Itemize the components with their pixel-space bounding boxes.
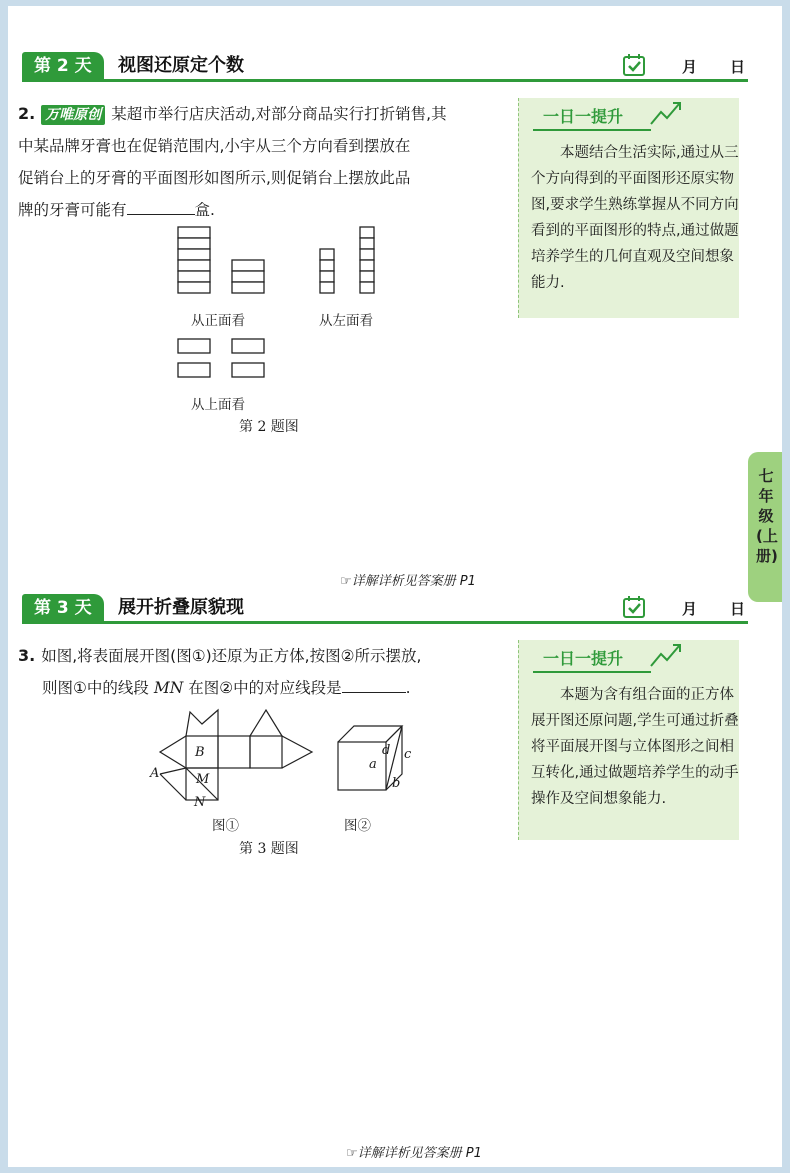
calendar-icon — [622, 53, 646, 77]
grade-tab[interactable] — [748, 452, 782, 602]
question-line: 在图②中的对应线段是 — [183, 679, 342, 697]
day-tag: 第 3 天 — [22, 594, 104, 622]
section-title: 视图还原定个数 — [118, 55, 244, 76]
tip-underline — [533, 671, 651, 673]
segment-mn: MN — [153, 679, 184, 697]
label-A: A — [150, 766, 160, 781]
top-view-caption: 从上面看 — [191, 397, 245, 413]
figure-1-caption: 图① — [212, 818, 239, 834]
answer-reference[interactable]: ☞详解详析见答案册 P1 — [346, 1146, 482, 1161]
page — [8, 6, 782, 1167]
grade-tab-label: 七年级(上册) — [756, 467, 778, 565]
question-line: 则图①中的线段 — [42, 679, 154, 697]
tip-text: 本题为含有组合面的正方体展开图还原问题,学生可通过折叠将平面展开图与立体图形之间相互转化,通过做题培养学生的动手操作及空间想象能力. — [531, 687, 739, 807]
section-title: 展开折叠原貌现 — [118, 597, 244, 618]
question-3 — [18, 640, 506, 704]
day-label: 日 — [730, 600, 746, 618]
tip-underline — [533, 129, 651, 131]
calendar-icon — [622, 595, 646, 619]
header-rule — [22, 621, 748, 624]
section-header — [22, 594, 748, 624]
tip-box — [518, 98, 739, 318]
question-2-views — [158, 222, 398, 392]
month-label: 月 — [682, 600, 698, 618]
answer-blank[interactable] — [127, 196, 195, 215]
answer-reference[interactable]: ☞详解详析见答案册 P1 — [340, 574, 476, 589]
label-a: a — [369, 757, 377, 772]
front-view-caption: 从正面看 — [191, 313, 245, 329]
label-M: M — [196, 772, 210, 787]
question-line: 牌的牙膏可能有 — [18, 201, 127, 219]
question-line: 某超市举行店庆活动,对部分商品实行打折销售,其 — [111, 105, 447, 123]
answer-blank[interactable] — [342, 674, 406, 693]
label-N: N — [194, 795, 206, 810]
question-number: 2. — [18, 104, 36, 123]
question-number: 3. — [18, 646, 36, 665]
figure-caption: 第 3 题图 — [239, 841, 299, 857]
rising-arrow-icon — [649, 640, 685, 670]
tip-title: 一日一提升 — [543, 649, 624, 668]
label-c: c — [404, 747, 412, 762]
label-B: B — [195, 745, 205, 760]
rising-arrow-icon — [649, 98, 685, 128]
tip-box — [518, 640, 739, 840]
day-label: 日 — [730, 58, 746, 76]
question-line: 如图,将表面展开图(图①)还原为正方体,按图②所示摆放, — [41, 647, 422, 665]
day-tag: 第 2 天 — [22, 52, 104, 80]
label-b: b — [392, 776, 401, 791]
figure-2-caption: 图② — [344, 818, 371, 834]
tip-text: 本题结合生活实际,通过从三个方向得到的平面图形还原实物图,要求学生熟练掌握从不同方向看到的平面图形的特点,通过做题培养学生的几何直观及空间想象能力. — [531, 145, 739, 291]
unit-text: 盒. — [194, 201, 215, 219]
label-d: d — [382, 743, 391, 758]
month-label: 月 — [682, 58, 698, 76]
tip-title: 一日一提升 — [543, 107, 624, 126]
section-header — [22, 52, 748, 82]
figure-caption: 第 2 题图 — [239, 419, 299, 435]
figure-1-net — [146, 706, 326, 816]
question-2 — [18, 98, 506, 226]
brand-badge: 万唯原创 — [41, 105, 105, 125]
question-line: 促销台上的牙膏的平面图形如图所示,则促销台上摆放此品 — [18, 169, 411, 187]
end-punct: . — [405, 679, 411, 697]
question-line: 中某品牌牙膏也在促销范围内,小宇从三个方向看到摆放在 — [18, 137, 411, 155]
header-rule — [22, 79, 748, 82]
left-view-caption: 从左面看 — [319, 313, 373, 329]
